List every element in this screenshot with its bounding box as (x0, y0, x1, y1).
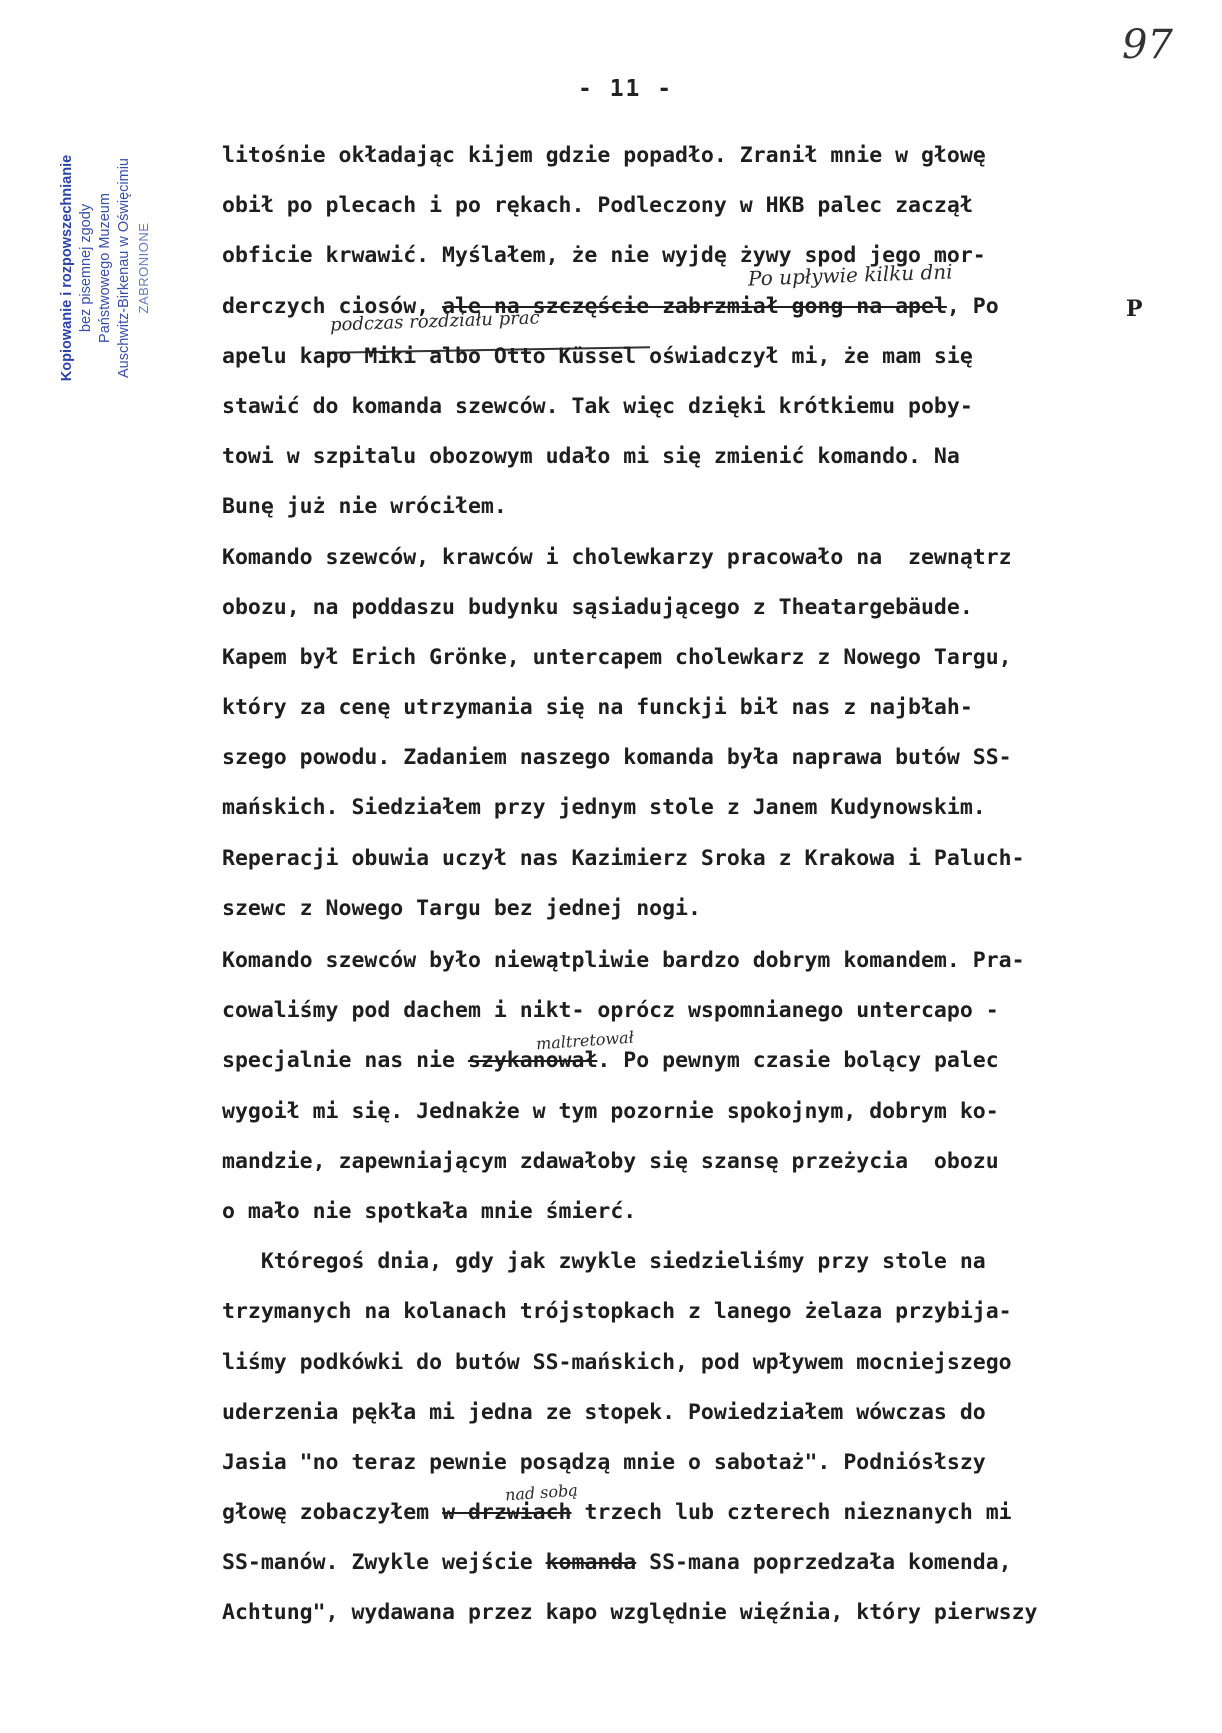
handwritten-mark: P (1126, 296, 1143, 322)
text-line: liśmy podkówki do butów SS-mańskich, pod wpływem mocniejszego (222, 1349, 1012, 1375)
text-line: mandzie, zapewniającym zdawałoby się szansę przeżycia obozu (222, 1148, 999, 1174)
struck-text: w drzwiach (442, 1500, 572, 1526)
text-line: Bunę już nie wróciłem. (222, 494, 507, 520)
archive-page-number: 97 (1122, 22, 1173, 68)
text-line: Komando szewców było niewątpliwie bardzo dobrym komandem. Pra- (222, 948, 1025, 973)
text-line: który za cenę utrzymania się na funckji bił nas z najbłah- (222, 695, 973, 721)
text-line: trzymanych na kolanach trójstopkach z lanego żelaza przybija- (222, 1299, 1012, 1325)
text-line: obozu, na poddaszu budynku sąsiadującego z Theatargebäude. (222, 594, 973, 620)
text-line: Któregoś dnia, gdy jak zwykle siedzieliśmy przy stole na (222, 1249, 986, 1275)
text-segment: trzech lub czterech nieznanych mi (571, 1500, 1012, 1526)
stamp-line: Kopiowanie i rozpowszechnianie (59, 154, 75, 382)
handwritten-insertion: maltretował (535, 1027, 635, 1054)
text-line: apelu kapo Miki albo Otto Küssel oświadczył mi, że mam się (222, 343, 973, 369)
text-segment: . Po pewnym czasie bolący palec (597, 1048, 999, 1074)
text-line: towi w szpitalu obozowym udało mi się zmienić komando. Na (222, 444, 960, 470)
struck-text: ale na szczęście zabrzmiał gong na apel (442, 293, 947, 319)
text-segment: derczych ciosów, (222, 293, 443, 319)
text-segment: SS-manów. Zwykle wejście (222, 1550, 546, 1576)
text-line: stawić do komanda szewców. Tak więc dzięki krótkiemu poby- (222, 393, 973, 419)
struck-text: komanda (545, 1550, 637, 1576)
text-segment: , Po (946, 293, 999, 319)
text-line: obił po plecach i po rękach. Podleczony w HKB palec zaczął (222, 193, 973, 219)
handwritten-insertion: nad sobą (504, 1480, 579, 1505)
stamp-line: bez pisemnej zgody (78, 203, 94, 333)
text-segment: SS-mana poprzedzała komenda, (636, 1550, 1012, 1576)
text-line (222, 1538, 1202, 1588)
text-line (222, 282, 1202, 332)
page-number: - 11 - (578, 76, 674, 102)
typed-body-text (222, 131, 1202, 1639)
stamp-line: Auschwitz-Birkenau w Oświęcimiu (116, 158, 132, 378)
struck-text: szykanował (467, 1048, 598, 1074)
stamp-line: Państwowego Muzeum (97, 193, 113, 343)
text-line (222, 1488, 1202, 1538)
text-line: o mało nie spotkała mnie śmierć. (222, 1198, 637, 1224)
text-line: cowaliśmy pod dachem i nikt- oprócz wspomnianego untercapo - (222, 998, 999, 1024)
stamp-line: ZABRONIONE (136, 222, 151, 314)
archive-copyright-stamp (58, 118, 153, 418)
text-line: mańskich. Siedziałem przy jednym stole z Janem Kudynowskim. (222, 795, 986, 821)
text-line: szego powodu. Zadaniem naszego komanda była naprawa butów SS- (222, 745, 1012, 771)
text-line: Komando szewców, krawców i cholewkarzy pracowało na zewnątrz (222, 544, 1012, 570)
text-line: uderzenia pękła mi jedna ze stopek. Powiedziałem wówczas do (222, 1399, 986, 1425)
text-line: Kapem był Erich Grönke, untercapem cholewkarz z Nowego Targu, (222, 644, 1012, 670)
text-segment: głowę zobaczyłem (222, 1500, 443, 1526)
text-line (222, 1036, 1202, 1086)
handwritten-insertion: podczas rozdziału prac (329, 307, 540, 336)
text-line: Jasia "no teraz pewnie posądzą mnie o sabotaż". Podniósłszy (222, 1449, 986, 1475)
text-line: Achtung", wydawana przez kapo względnie więźnia, który pierwszy (222, 1600, 1038, 1626)
text-line: szewc z Nowego Targu bez jednej nogi. (222, 895, 701, 921)
text-line: litośnie okładając kijem gdzie popadło. Zranił mnie w głowę (222, 143, 986, 168)
text-line: Reperacji obuwia uczył nas Kazimierz Sroka z Krakowa i Paluch- (222, 845, 1025, 871)
text-segment: specjalnie nas nie (222, 1048, 468, 1074)
handwritten-insertion: Po upływie kilku dni (747, 259, 953, 291)
text-line: obficie krwawić. Myślałem, że nie wyjdę żywy spod jego mor- (222, 243, 986, 269)
text-line: wygoił mi się. Jednakże w tym pozornie spokojnym, dobrym ko- (222, 1098, 999, 1124)
